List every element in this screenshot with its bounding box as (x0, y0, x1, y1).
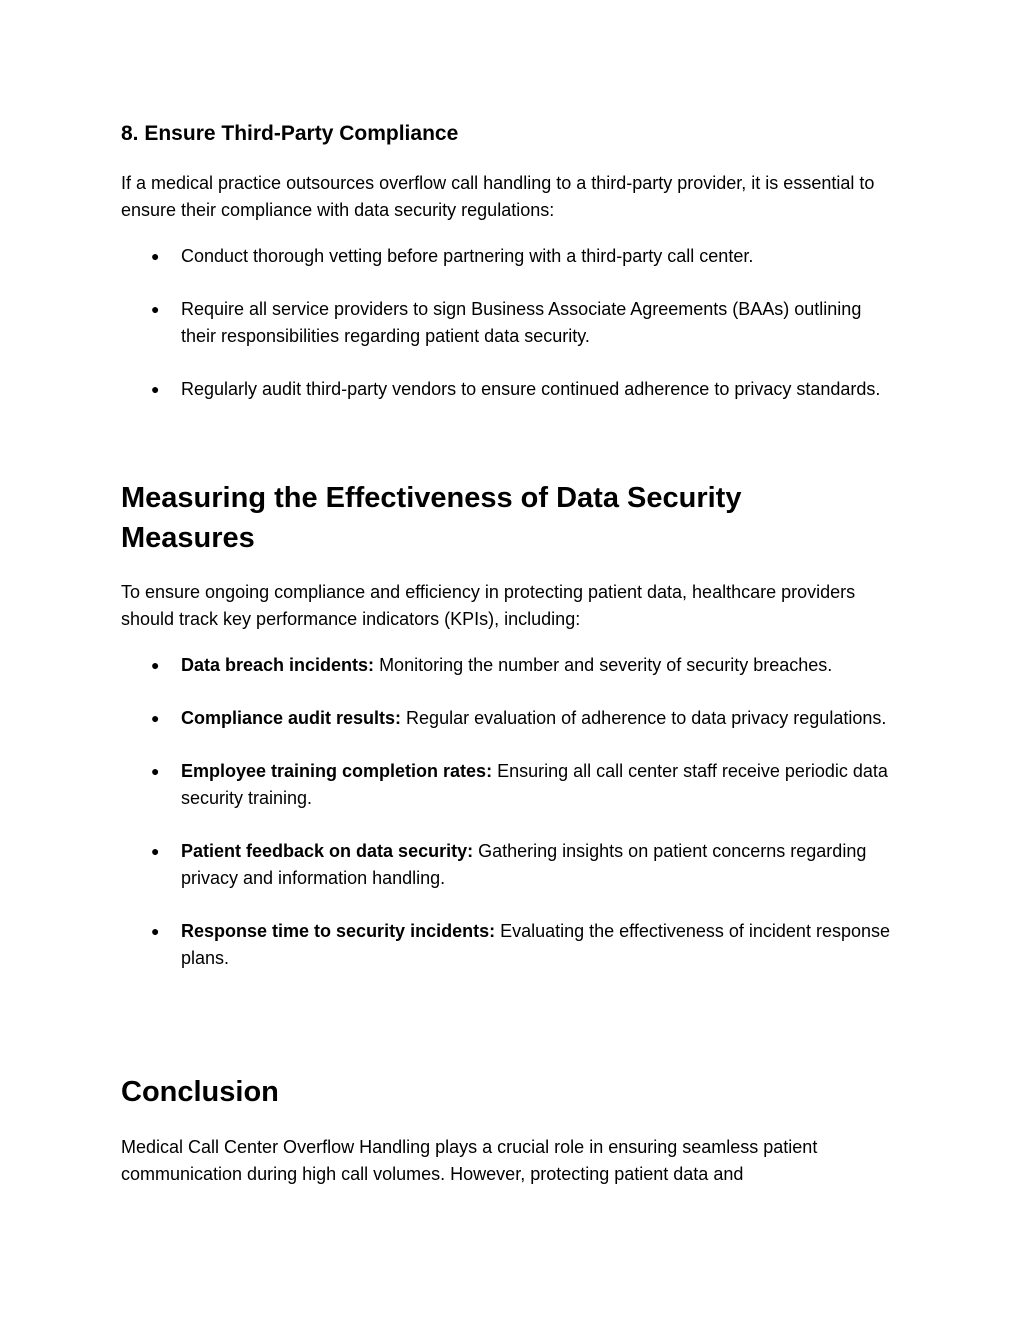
section-heading-third-party-compliance: 8. Ensure Third-Party Compliance (121, 122, 459, 145)
bullet-icon: ● (151, 381, 160, 397)
list-item (121, 758, 901, 812)
list-item-text: Require all service providers to sign Business Associate Agreements (BAAs) outlining their responsibilities regarding patient data security. (181, 299, 862, 346)
kpi-description: Regular evaluation of adherence to data privacy regulations. (401, 708, 887, 728)
kpi-bullet-list (121, 652, 901, 972)
list-item (121, 243, 901, 270)
kpi-term: Patient feedback on data security: (181, 841, 474, 861)
bullet-icon: ● (151, 248, 160, 264)
kpi-term: Employee training completion rates: (181, 761, 493, 781)
section-intro-paragraph: If a medical practice outsources overflow call handling to a third-party provider, it is essential to ensure their compliance with data security regulations: (121, 173, 875, 220)
list-item-text: Conduct thorough vetting before partnering with a third-party call center. (181, 246, 754, 266)
bullet-icon: ● (151, 763, 160, 779)
conclusion-paragraph: Medical Call Center Overflow Handling plays a crucial role in ensuring seamless patient communication during high call volumes. However, protecting patient data and (121, 1137, 818, 1184)
list-item (121, 376, 901, 403)
section-heading-measuring-effectiveness: Measuring the Effectiveness of Data Security Measures (121, 482, 742, 554)
bullet-icon: ● (151, 657, 160, 673)
list-item (121, 296, 901, 350)
list-item-text: Regularly audit third-party vendors to ensure continued adherence to privacy standards. (181, 379, 881, 399)
kpi-term: Compliance audit results: (181, 708, 402, 728)
list-item (121, 838, 901, 892)
list-item (121, 705, 901, 732)
bullet-icon: ● (151, 843, 160, 859)
kpi-description: Ensuring all call center staff receive periodic data security training. (181, 761, 888, 808)
list-item (121, 918, 901, 972)
bullet-icon: ● (151, 301, 160, 317)
kpi-description: Monitoring the number and severity of security breaches. (374, 655, 833, 675)
bullet-icon: ● (151, 710, 160, 726)
kpi-description: Evaluating the effectiveness of incident response plans. (181, 921, 890, 968)
kpi-term: Data breach incidents: (181, 655, 375, 675)
section-heading-conclusion: Conclusion (121, 1076, 279, 1108)
bullet-icon: ● (151, 923, 160, 939)
measuring-intro-paragraph: To ensure ongoing compliance and efficiency in protecting patient data, healthcare providers should track key performance indicators (KPIs), including: (121, 582, 856, 629)
kpi-term: Response time to security incidents: (181, 921, 496, 941)
list-item (121, 652, 901, 679)
kpi-description: Gathering insights on patient concerns regarding privacy and information handling. (181, 841, 867, 888)
third-party-bullet-list (121, 243, 901, 403)
